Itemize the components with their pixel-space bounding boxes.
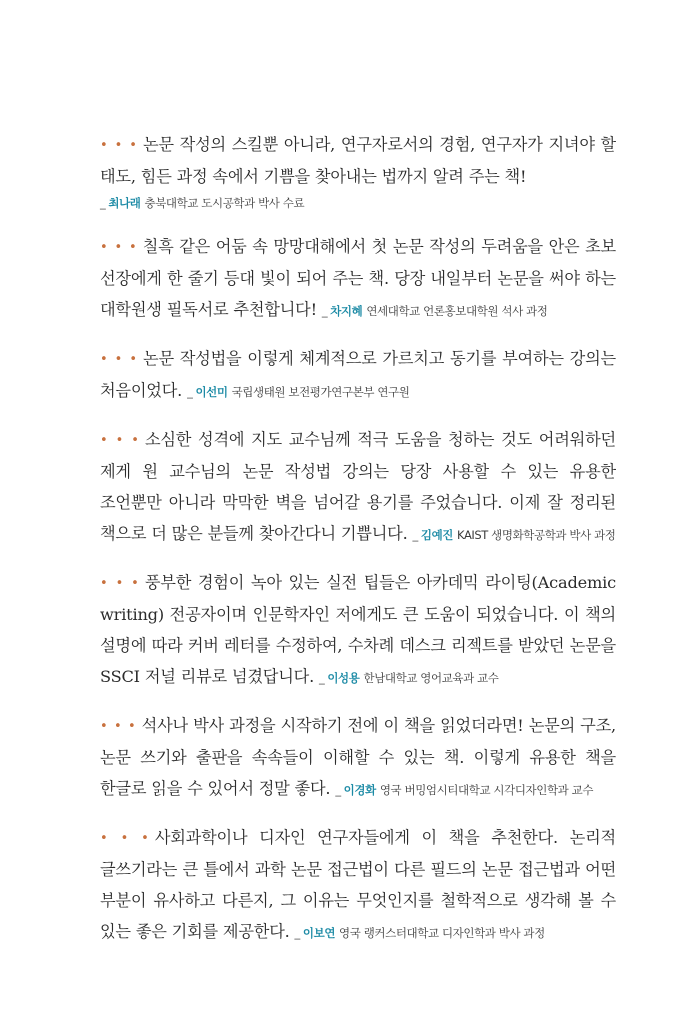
testimonial-text: 논문 작성의 스킬뿐 아니라, 연구자로서의 경험, 연구자가 지녀야 할 태도, 힘든 과정 속에서 기쁨을 찾아내는 법까지 알려 주는 책!: [100, 135, 616, 186]
testimonial-text: 사회과학이나 디자인 연구자들에게 이 책을 추천한다. 논리적 글쓰기라는 큰 틀에서 과학 논문 접근법이 다른 필드의 논문 접근법과 어떤 부분이 유사하고 다른지, 그 이유는 무엇인지를 철학적으로 생각해 볼 수 있는 좋은 기회를 제공한다.: [100, 828, 616, 941]
testimonial: [100, 567, 616, 694]
bullet-dots: • • •: [100, 719, 137, 734]
author-name: 이보연: [302, 926, 336, 940]
attribution-separator: _: [318, 671, 325, 685]
testimonial: [100, 822, 616, 949]
bullet-dots: • • •: [100, 433, 140, 448]
author-name: 이경화: [343, 783, 376, 797]
testimonial-attribution: [100, 192, 616, 214]
author-affiliation: 연세대학교 언론홍보대학원 석사 과정: [366, 304, 548, 318]
author-name: 최나래: [108, 196, 141, 210]
attribution-separator: _: [294, 926, 300, 940]
testimonial: [100, 129, 616, 214]
author-affiliation: 영국 버밍엄시티대학교 시각디자인학과 교수: [379, 783, 594, 797]
author-name: 차지혜: [330, 304, 363, 318]
author-name: 이선미: [195, 385, 228, 399]
author-affiliation: KAIST 생명화학공학과 박사 과정: [457, 528, 616, 542]
attribution-separator: _: [335, 783, 341, 797]
attribution-separator: _: [321, 304, 328, 318]
testimonial-attribution: [187, 385, 409, 399]
author-affiliation: 한남대학교 영어교육과 교수: [363, 671, 499, 685]
attribution-separator: _: [187, 385, 193, 399]
testimonial: [100, 710, 616, 806]
testimonial-list: [100, 129, 616, 949]
testimonial-text: 풍부한 경험이 녹아 있는 실전 팁들은 아카데믹 라이팅(Academic writing) 전공자이며 인문학자인 저에게도 큰 도움이 되었습니다. 이 책의 설명에 따라 커버 레터를 수정하여, 수차례 데스크 리젝트를 받았던 논문을 SSCI 저널 리뷰로 넘겼답니다.: [100, 573, 616, 686]
bullet-dots: • • •: [100, 831, 150, 846]
testimonial-attribution: [319, 671, 499, 685]
testimonial-quote: [100, 343, 616, 408]
testimonial-text: 소심한 성격에 지도 교수님께 적극 도움을 청하는 것도 어려워하던 제게 원 교수님의 논문 작성법 강의는 당장 사용할 수 있는 유용한 조언뿐만 아니라 막막한 벽을 넘어갈 용기를 주었습니다. 이제 잘 정리된 책으로 더 많은 분들께 찾아간다니 기쁩니다.: [100, 430, 616, 543]
author-affiliation: 영국 랭커스터대학교 디자인학과 박사 과정: [339, 926, 545, 940]
testimonial-quote: [100, 822, 616, 949]
bullet-dots: • • •: [100, 138, 138, 153]
testimonial: [100, 343, 616, 408]
testimonial-attribution: [335, 783, 593, 797]
author-name: 이성용: [327, 671, 360, 685]
author-affiliation: 국립생태원 보전평가연구본부 연구원: [231, 385, 410, 399]
testimonial: [100, 424, 616, 551]
author-affiliation: 충북대학교 도시공학과 박사 수료: [144, 196, 305, 210]
testimonial-text: 논문 작성법을 이렇게 체계적으로 가르치고 동기를 부여하는 강의는 처음이었다.: [100, 349, 616, 400]
bullet-dots: • • •: [100, 240, 138, 255]
testimonial-attribution: [295, 926, 545, 940]
testimonial-quote: [100, 710, 616, 806]
testimonial-quote: [100, 129, 616, 192]
testimonial-quote: [100, 231, 616, 327]
attribution-separator: _: [100, 196, 106, 210]
testimonial-quote: [100, 567, 616, 694]
bullet-dots: • • •: [100, 576, 140, 591]
testimonial-text: 석사나 박사 과정을 시작하기 전에 이 책을 읽었더라면! 논문의 구조, 논문 쓰기와 출판을 속속들이 이해할 수 있는 책. 이렇게 유용한 책을 한글로 읽을 수 있어서 정말 좋다.: [100, 716, 616, 798]
testimonial-quote: [100, 424, 616, 551]
bullet-dots: • • •: [100, 352, 139, 367]
testimonial-text: 칠흑 같은 어둠 속 망망대해에서 첫 논문 작성의 두려움을 안은 초보 선장에게 한 줄기 등대 빛이 되어 주는 책. 당장 내일부터 논문을 써야 하는 대학원생 필독서로 추천합니다!: [100, 237, 616, 319]
attribution-separator: _: [412, 528, 418, 542]
testimonial-attribution: [322, 304, 548, 318]
testimonial: [100, 231, 616, 327]
author-name: 김예진: [420, 528, 453, 542]
testimonial-attribution: [413, 528, 616, 542]
